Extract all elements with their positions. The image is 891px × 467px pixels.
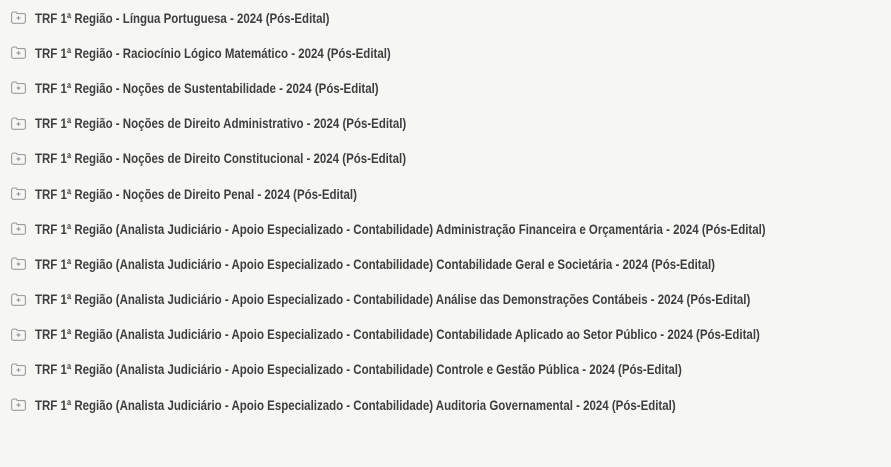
course-title: TRF 1ª Região - Noções de Direito Administrativo - 2024 (Pós-Edital) [35, 115, 407, 132]
folder-plus-icon[interactable] [10, 256, 27, 271]
course-row-expandable[interactable] [10, 70, 891, 105]
folder-plus-icon[interactable] [10, 151, 27, 166]
course-row-expandable[interactable] [10, 282, 891, 317]
course-row-expandable[interactable] [10, 352, 891, 387]
course-row-expandable[interactable] [10, 246, 891, 281]
course-row-expandable[interactable] [10, 387, 891, 422]
folder-plus-icon[interactable] [10, 362, 27, 377]
folder-plus-icon[interactable] [10, 80, 27, 95]
course-title: TRF 1ª Região (Analista Judiciário - Apoio Especializado - Contabilidade) Auditoria Governamental - 2024 (Pós-Edital) [35, 396, 676, 413]
course-title: TRF 1ª Região (Analista Judiciário - Apoio Especializado - Contabilidade) Controle e Gestão Pública - 2024 (Pós-Edital) [35, 361, 682, 378]
course-row-expandable[interactable] [10, 35, 891, 70]
course-title: TRF 1ª Região (Analista Judiciário - Apoio Especializado - Contabilidade) Contabilidade Geral e Societária - 2024 (Pós-Edital) [35, 255, 716, 272]
folder-plus-icon[interactable] [10, 221, 27, 236]
course-row-expandable[interactable] [10, 317, 891, 352]
folder-plus-icon[interactable] [10, 292, 27, 307]
folder-plus-icon[interactable] [10, 327, 27, 342]
course-title: TRF 1ª Região - Noções de Sustentabilidade - 2024 (Pós-Edital) [35, 79, 379, 96]
course-title: TRF 1ª Região - Raciocínio Lógico Matemático - 2024 (Pós-Edital) [35, 44, 391, 61]
course-title: TRF 1ª Região - Língua Portuguesa - 2024 (Pós-Edital) [35, 9, 330, 26]
folder-plus-icon[interactable] [10, 10, 27, 25]
course-title: TRF 1ª Região (Analista Judiciário - Apoio Especializado - Contabilidade) Análise das Demonstrações Contábeis - 2024 (Pós-Edital) [35, 291, 751, 308]
course-row-expandable[interactable] [10, 176, 891, 211]
folder-plus-icon[interactable] [10, 397, 27, 412]
folder-plus-icon[interactable] [10, 186, 27, 201]
course-title: TRF 1ª Região (Analista Judiciário - Apoio Especializado - Contabilidade) Administração Financeira e Orçamentária - 2024 (Pós-Edital) [35, 220, 766, 237]
course-row-expandable[interactable] [10, 211, 891, 246]
course-title: TRF 1ª Região - Noções de Direito Constitucional - 2024 (Pós-Edital) [35, 150, 407, 167]
folder-plus-icon[interactable] [10, 116, 27, 131]
course-title: TRF 1ª Região - Noções de Direito Penal - 2024 (Pós-Edital) [35, 185, 357, 202]
course-row-expandable[interactable] [10, 141, 891, 176]
folder-plus-icon[interactable] [10, 45, 27, 60]
course-title: TRF 1ª Região (Analista Judiciário - Apoio Especializado - Contabilidade) Contabilidade Aplicado ao Setor Público - 2024 (Pós-Edital) [35, 326, 760, 343]
course-row-expandable[interactable] [10, 106, 891, 141]
course-row-expandable[interactable] [10, 0, 891, 35]
